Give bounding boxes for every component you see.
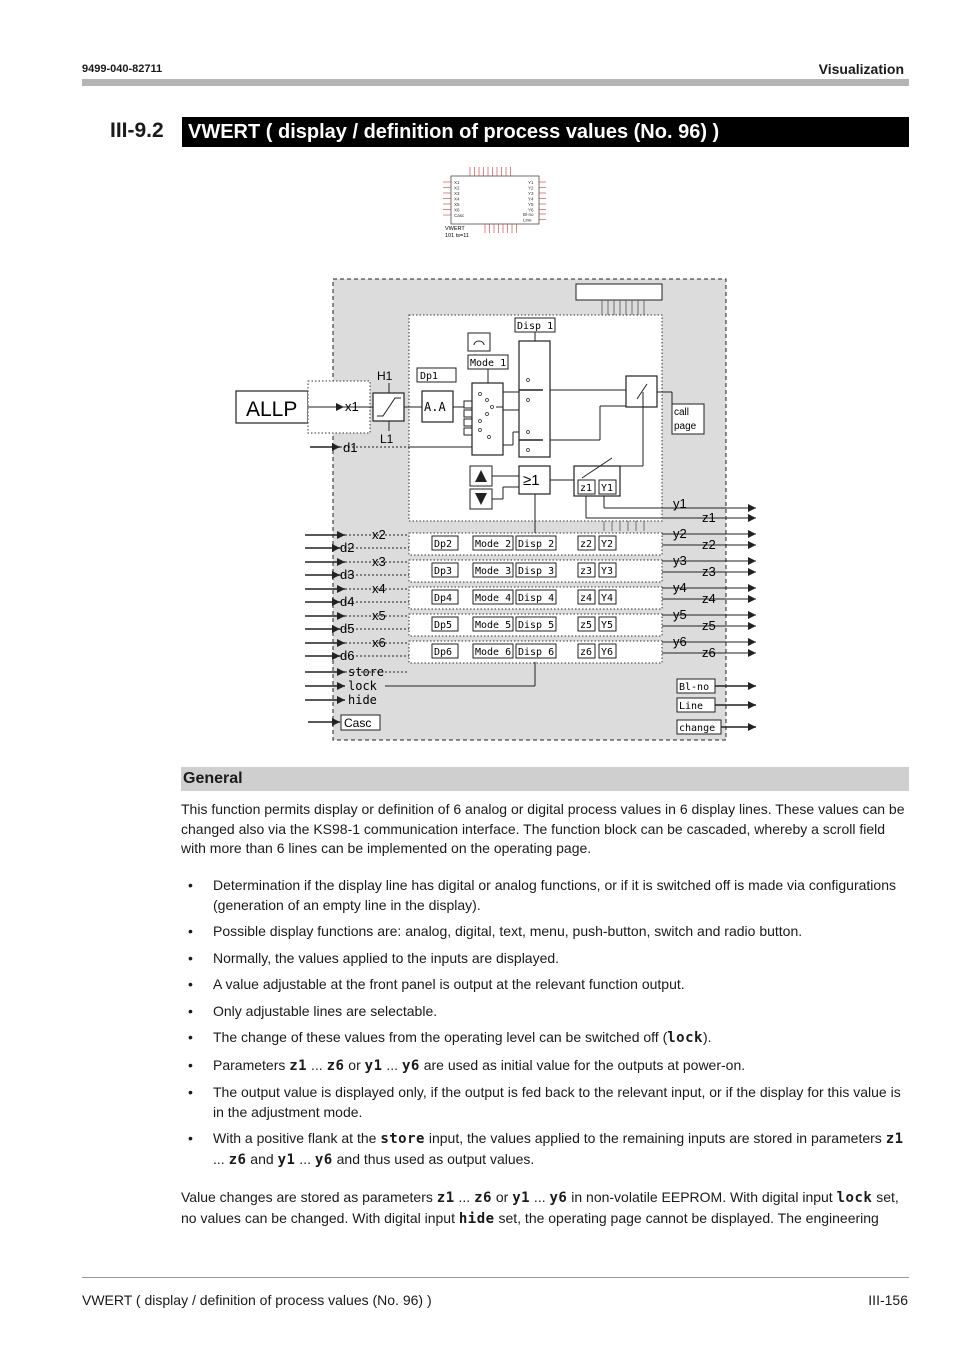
d1-input-label: d1 [343,440,358,455]
blno-output-label: Bl-no [679,682,710,693]
y-box-label: Y5 [601,620,614,631]
icon-input-label: X1 [454,180,460,185]
z1-param-label: z1 [580,483,593,494]
icon-output-label: Y1 [528,180,534,185]
disp-box-label: Disp 6 [518,647,555,658]
list-item: • The change of these values from the operating level can be switched off (lock). [181,1028,909,1049]
x1-input-label: x1 [345,399,359,414]
list-item: • A value adjustable at the front panel is output at the relevant function output. [181,975,909,995]
z-output-label: z5 [702,618,716,633]
icon-input-label: X5 [454,202,460,207]
change-output-label: change [679,723,716,734]
z-box-label: z3 [580,566,593,577]
disp-box-label: Disp 4 [518,593,555,604]
icon-input-label: X6 [454,207,460,213]
icon-input-label: X2 [454,185,460,191]
lock-input-label: lock [348,679,377,693]
intro-paragraph: This function permits display or definition of 6 analog or digital process values in 6 display lines. These values can be changed also via the KS98-1 communication interface. The function block can be cascaded, whereby a scroll field with more than 6 lines can be implemented on the operating page. [181,801,905,856]
mode-box-label: Mode 5 [475,620,512,631]
footer-rule [82,1277,909,1278]
icon-output-label: Y4 [528,196,534,202]
d-input-label: d5 [340,621,355,636]
y-output-label: y4 [673,580,687,595]
x-input-label: x6 [372,635,386,650]
z-output-label: z6 [702,645,716,660]
z-box-label: z4 [580,593,593,604]
disp-box-label: Disp 2 [518,539,555,550]
format-label: A.A [424,400,446,414]
disp-box-label: Disp 3 [518,566,555,577]
casc-input-label: Casc [344,716,372,730]
page-label: page [674,421,697,432]
y-output-label: y3 [673,553,687,568]
x-input-label: x2 [372,527,386,542]
z-output-label: z4 [702,591,716,606]
dp-box-label: Dp5 [434,620,453,631]
document-number: 9499-040-82711 [82,63,163,75]
list-item: • Determination if the display line has digital or analog functions, or if it is switched off is made via configurations (generation of an empty line in the display). [181,876,909,915]
dp-box-label: Dp2 [434,539,453,550]
store-input-label: store [348,665,385,679]
page-number: III-156 [868,1292,908,1308]
disp1-label: Disp 1 [517,321,554,332]
general-heading-bar [181,767,909,791]
or-gate-label: ≥1 [523,472,540,489]
hide-input-label: hide [348,693,377,707]
list-item: • Possible display functions are: analog, digital, text, menu, push-button, switch and radio button. [181,922,909,942]
section-title: VWERT ( display / definition of process values (No. 96) ) [182,117,909,147]
d-input-label: d6 [340,648,355,663]
list-item: • Parameters z1 ... z6 or y1 ... y6 are used as initial value for the outputs at power-on. [181,1056,909,1077]
icon-status-label: Bl-no [523,212,534,217]
z-box-label: z5 [580,620,593,631]
y-box-label: Y3 [601,566,614,577]
icon-output-label: Y5 [528,202,534,207]
dp-box-label: Dp4 [434,593,453,604]
y-box-label: Y2 [601,539,614,550]
mode-box-label: Mode 2 [475,539,512,550]
z-box-label: z6 [580,647,593,658]
icon-input-label: X4 [454,196,460,202]
z-output-label: z2 [702,537,716,552]
y-output-label: y5 [673,607,687,622]
section-header: Visualization [818,61,904,77]
vwert-icon-block [443,167,546,239]
loop-icon-box [468,333,490,351]
y-output-label: y2 [673,526,687,541]
icon-output-label: Y2 [528,185,534,191]
disp-box-label: Disp 5 [518,620,555,631]
y-output-label: y6 [673,634,687,649]
mode-box-label: Mode 3 [475,566,512,577]
x-input-label: x4 [372,581,386,596]
allp-label: ALLP [246,398,298,421]
mode1-label: Mode 1 [470,358,507,369]
icon-block-sub: 101 ts=11 [445,233,469,239]
icon-input-label: X3 [454,191,460,196]
call-label: call [674,407,690,418]
icon-input-label: Casc [454,213,465,218]
mode1-selector [472,383,503,455]
list-item: • The output value is displayed only, if the output is fed back to the relevant input, or if the display for this value is in the adjustment mode. [181,1083,909,1122]
x-input-label: x5 [372,608,386,623]
y-box-label: Y6 [601,647,614,658]
list-item: • Normally, the values applied to the inputs are displayed. [181,949,909,969]
l1-label: L1 [380,432,394,446]
mode-box-label: Mode 6 [475,647,512,658]
h1-label: H1 [377,369,393,383]
icon-status-label: Line [523,217,532,223]
z1-output-label: z1 [702,510,716,525]
dp-box-label: Dp3 [434,566,453,577]
d-input-label: d2 [340,540,355,555]
y1-output-label: y1 [673,496,687,511]
x-input-label: x3 [372,554,386,569]
list-item: • With a positive flank at the store input, the values applied to the remaining inputs are stored in parameters z1 ... z6 and y1 ... y6 and thus used as output values. [181,1129,909,1170]
storage-paragraph: Value changes are stored as parameters z1 ... z6 or y1 ... y6 in non-volatile EEPROM. With digital input lock set, no values can be changed. With digital input hide set, the operating page cannot be displayed. The engineering [181,1189,899,1227]
z-output-label: z3 [702,564,716,579]
icon-output-label: Y3 [528,191,534,196]
dp-box-label: Dp6 [434,647,453,658]
d-input-label: d3 [340,567,355,582]
list-item: • Only adjustable lines are selectable. [181,1002,909,1022]
icon-block-name: VWERT [445,226,465,232]
icon-output-label: Y6 [528,207,534,213]
z-box-label: z2 [580,539,593,550]
feature-list [181,876,909,1177]
y-box-label: Y4 [601,593,614,604]
section-number: III-9.2 [110,119,164,142]
dp1-label: Dp1 [420,371,439,382]
y1-param-label: Y1 [601,483,614,494]
general-heading: General [183,770,243,787]
line-output-label: Line [679,701,704,712]
mode-box-label: Mode 4 [475,593,512,604]
footer-title: VWERT ( display / definition of process values (No. 96) ) [82,1292,432,1308]
d-input-label: d4 [340,594,355,609]
operating-page-box [576,284,662,300]
